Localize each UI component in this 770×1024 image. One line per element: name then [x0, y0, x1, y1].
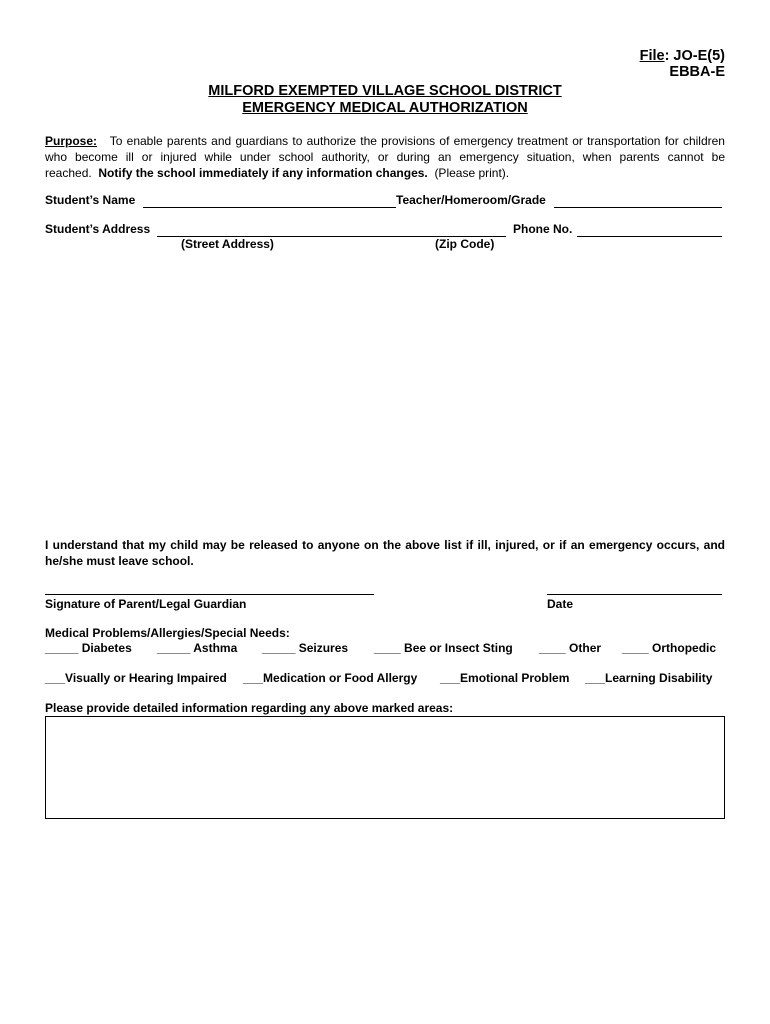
student-address-label: Student’s Address — [45, 222, 151, 236]
visually-hearing-option[interactable]: ___Visually or Hearing Impaired — [45, 671, 227, 685]
asthma-option[interactable]: _____ Asthma — [157, 641, 238, 655]
file-value: : JO-E(5) — [664, 48, 725, 64]
phone-label: Phone No. — [513, 222, 573, 236]
teacher-field[interactable] — [554, 196, 722, 208]
form-title: EMERGENCY MEDICAL AUTHORIZATION — [242, 100, 528, 116]
policy-code: EBBA-E — [669, 64, 725, 80]
file-code — [640, 48, 725, 64]
street-address-hint: (Street Address) — [181, 237, 274, 251]
student-name-label: Student’s Name — [45, 193, 136, 207]
release-consent-text: I understand that my child may be released to anyone on the above list if ill, injured, or if an emergency occurs, and he/she must leave school. — [45, 538, 725, 568]
date-label: Date — [547, 597, 574, 611]
seizures-option[interactable]: _____ Seizures — [262, 641, 349, 655]
parent-signature-label: Signature of Parent/Legal Guardian — [45, 597, 247, 611]
diabetes-option[interactable]: _____ Diabetes — [45, 641, 132, 655]
parent-signature-line[interactable] — [45, 594, 374, 595]
purpose-notice: Notify the school immediately if any information changes. — [98, 166, 428, 180]
medication-allergy-option[interactable]: ___Medication or Food Allergy — [243, 671, 418, 685]
student-name-field[interactable] — [143, 196, 396, 208]
learning-disability-option[interactable]: ___Learning Disability — [585, 671, 713, 685]
details-prompt: Please provide detailed information regarding any above marked areas: — [45, 701, 454, 715]
print-note: (Please print). — [434, 166, 510, 180]
emotional-problem-option[interactable]: ___Emotional Problem — [440, 671, 570, 685]
details-textbox[interactable] — [45, 716, 725, 819]
medical-heading: Medical Problems/Allergies/Special Needs: — [45, 626, 290, 640]
purpose-paragraph — [45, 133, 725, 181]
date-signature-line[interactable] — [547, 594, 722, 595]
purpose-text: To enable parents and guardians to authorize the provisions of emergency treatment or transportation for children who become ill or injured while under school authority, or during an emergency situation, when parents cannot be reached. — [45, 134, 725, 180]
student-address-field[interactable] — [157, 225, 506, 237]
purpose-label: Purpose: — [45, 134, 98, 148]
teacher-label: Teacher/Homeroom/Grade — [396, 193, 546, 207]
phone-field[interactable] — [577, 225, 722, 237]
file-label: File — [639, 48, 665, 64]
zip-code-hint: (Zip Code) — [435, 237, 495, 251]
district-title: MILFORD EXEMPTED VILLAGE SCHOOL DISTRICT — [208, 83, 562, 99]
orthopedic-option[interactable]: ____ Orthopedic — [622, 641, 717, 655]
other-option[interactable]: ____ Other — [539, 641, 602, 655]
bee-sting-option[interactable]: ____ Bee or Insect Sting — [374, 641, 513, 655]
